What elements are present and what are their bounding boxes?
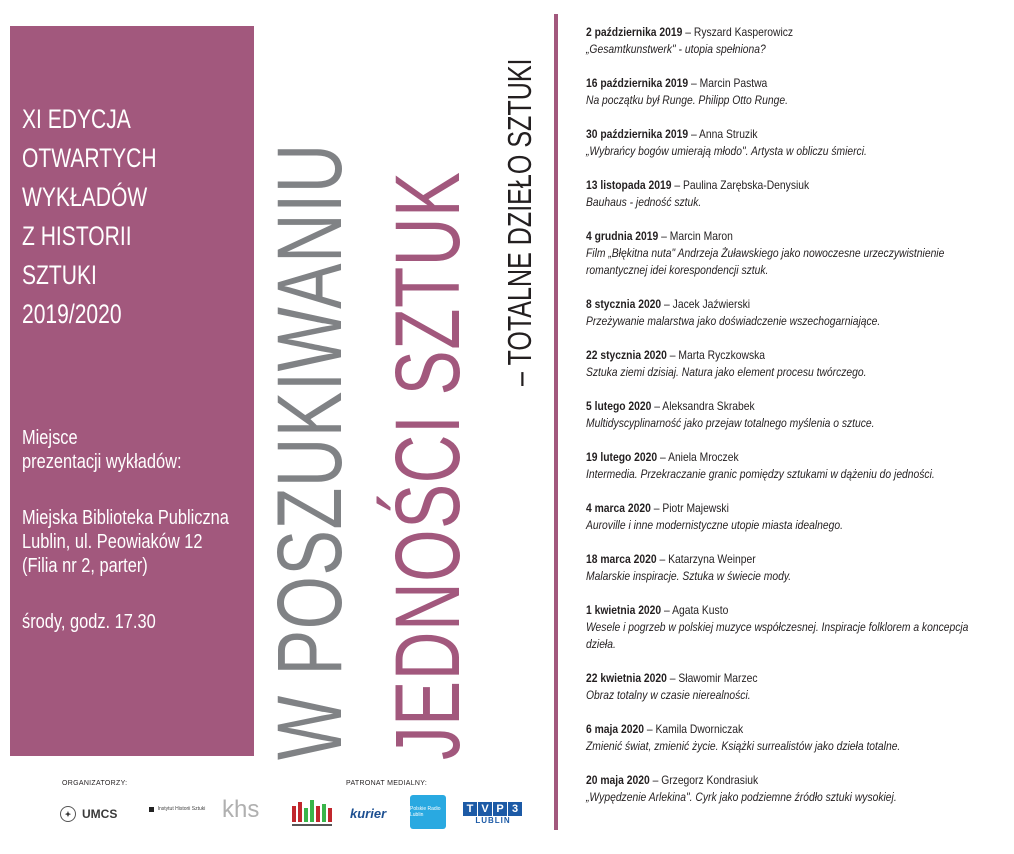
lecture-header <box>586 602 947 619</box>
address-line: (Filia nr 2, parter) <box>22 555 148 577</box>
edition-title <box>22 100 194 334</box>
lecture-header <box>586 398 947 415</box>
lecture-date: 4 grudnia 2019 <box>586 229 659 243</box>
lecture-header <box>586 449 947 466</box>
edition-line: XI EDYCJA <box>22 104 131 134</box>
lecture-date: 6 maja 2020 <box>586 722 644 736</box>
lecture-title: Multidyscyplinarność jako przejaw totalnego myślenia o sztuce. <box>586 416 875 430</box>
lecture-date: 22 stycznia 2020 <box>586 348 667 362</box>
polskie-radio-logo: Polskie Radio Lublin <box>410 795 446 829</box>
lecture-dash: – <box>669 671 676 685</box>
lecture-speaker: Kamila Dworniczak <box>655 722 744 736</box>
lecture-speaker: Marcin Maron <box>669 229 733 243</box>
lecture-item <box>586 670 1006 704</box>
lecture-item <box>586 551 1006 585</box>
institute-logo-text: Instytut Historii Sztuki <box>157 806 206 812</box>
lecture-title: „Wybrańcy bogów umierają młodo". Artysta w obliczu śmierci. <box>586 144 867 158</box>
lecture-speaker: Katarzyna Weinper <box>668 552 756 566</box>
edition-line: WYKŁADÓW <box>22 182 148 212</box>
lecture-speaker: Marta Ryczkowska <box>678 348 766 362</box>
khs-logo: khs <box>222 796 260 823</box>
lecture-date: 4 marca 2020 <box>586 501 651 515</box>
venue-address <box>22 506 229 578</box>
lecture-item <box>586 228 1006 279</box>
institute-square-icon <box>149 807 154 812</box>
lecture-speaker: Piotr Majewski <box>662 501 729 515</box>
lecture-dash: – <box>652 773 659 787</box>
venue-label-line: prezentacji wykładów: <box>22 451 182 473</box>
subtitle: – TOTALNE DZIEŁO SZTUKI <box>501 58 538 387</box>
lecture-dash: – <box>669 348 676 362</box>
lecture-header <box>586 296 947 313</box>
lecture-dash: – <box>685 25 692 39</box>
mbp-logo-icon <box>290 796 336 828</box>
lecture-item <box>586 602 1006 653</box>
main-title-line2: JEDNOŚCI SZTUK <box>377 171 479 760</box>
lecture-date: 18 marca 2020 <box>586 552 657 566</box>
lecture-header <box>586 75 947 92</box>
kurier-logo: kurier <box>350 806 387 821</box>
lecture-title: „Wypędzenie Arlekina". Cyrk jako podziemne źródło sztuki wysokiej. <box>586 790 897 804</box>
lecture-header <box>586 500 947 517</box>
lecture-speaker: Agata Kusto <box>672 603 729 617</box>
lecture-title: Zmienić świat, zmienić życie. Książki surrealistów jako dzieła totalne. <box>586 739 901 753</box>
lecture-date: 13 listopada 2019 <box>586 178 672 192</box>
lecture-title: Wesele i pogrzeb w polskiej muzyce współczesnej. Inspiracje folklorem a koncepcja dzieła. <box>586 620 969 651</box>
lecture-dash: – <box>674 178 681 192</box>
lecture-speaker: Aleksandra Skrabek <box>662 399 755 413</box>
lecture-item <box>586 772 1006 806</box>
lecture-date: 1 kwietnia 2020 <box>586 603 662 617</box>
address-line: Lublin, ul. Peowiaków 12 <box>22 531 203 553</box>
lecture-dash: – <box>653 501 660 515</box>
lecture-dash: – <box>661 229 667 243</box>
lecture-speaker: Sławomir Marzec <box>678 671 758 685</box>
lecture-item <box>586 75 1006 109</box>
umcs-logo <box>60 806 117 822</box>
venue-label-line: Miejsce <box>22 427 78 449</box>
lecture-item <box>586 126 1006 160</box>
lecture-speaker: Paulina Zarębska-Denysiuk <box>682 178 810 192</box>
lecture-header <box>586 551 947 568</box>
lecture-header <box>586 772 947 789</box>
lecture-title: Malarskie inspiracje. Sztuka w świecie mody. <box>586 569 792 583</box>
edition-line: SZTUKI <box>22 260 97 290</box>
lecture-dash: – <box>664 297 670 311</box>
lecture-header <box>586 670 947 687</box>
lecture-date: 30 października 2019 <box>586 127 689 141</box>
edition-line: Z HISTORII <box>22 221 132 251</box>
lecture-list <box>586 24 1006 823</box>
lecture-title: Sztuka ziemi dzisiaj. Natura jako element procesu twórczego. <box>586 365 867 379</box>
lecture-date: 22 kwietnia 2020 <box>586 671 667 685</box>
lecture-dash: – <box>664 603 670 617</box>
lecture-title: Bauhaus - jedność sztuk. <box>586 195 702 209</box>
lecture-header <box>586 721 947 738</box>
lecture-speaker: Aniela Mroczek <box>668 450 739 464</box>
umcs-logo-text: UMCS <box>82 807 118 821</box>
tvp3-logo <box>466 798 520 828</box>
lecture-dash: – <box>646 722 653 736</box>
divider-line <box>554 14 558 830</box>
lecture-hours: środy, godz. 17.30 <box>22 611 156 633</box>
lecture-title: Przeżywanie malarstwa jako doświadczenie wszechogarniające. <box>586 314 881 328</box>
institute-logo <box>140 806 214 812</box>
tvp-letter: V <box>478 802 492 816</box>
main-title-line1: W POSZUKIWANIU <box>259 143 361 760</box>
university-seal-icon: ✦ <box>60 806 76 822</box>
lecture-item <box>586 296 1006 330</box>
lecture-title: Obraz totalny w czasie nierealności. <box>586 688 751 702</box>
lecture-header <box>586 347 947 364</box>
lecture-speaker: Jacek Jaźwierski <box>672 297 751 311</box>
lecture-dash: – <box>660 450 666 464</box>
lecture-dash: – <box>690 127 697 141</box>
lecture-speaker: Ryszard Kasperowicz <box>693 25 794 39</box>
edition-line: OTWARTYCH <box>22 143 157 173</box>
tvp-letter: 3 <box>508 802 522 816</box>
mbp-logo <box>290 796 336 828</box>
lecture-item <box>586 347 1006 381</box>
lecture-item <box>586 177 1006 211</box>
lecture-speaker: Marcin Pastwa <box>699 76 768 90</box>
lecture-speaker: Anna Struzik <box>699 127 758 141</box>
lecture-item <box>586 449 1006 483</box>
lecture-title: Na początku był Runge. Philipp Otto Runge. <box>586 93 788 107</box>
lecture-header <box>586 24 947 41</box>
lecture-date: 16 października 2019 <box>586 76 689 90</box>
lecture-dash: – <box>659 552 666 566</box>
lecture-title: „Gesamtkunstwerk" - utopia spełniona? <box>586 42 766 56</box>
lecture-item <box>586 24 1006 58</box>
lecture-date: 5 lutego 2020 <box>586 399 652 413</box>
lecture-dash: – <box>654 399 661 413</box>
lecture-item <box>586 721 1006 755</box>
tvp-letter: P <box>493 802 507 816</box>
lecture-dash: – <box>690 76 697 90</box>
lecture-item <box>586 500 1006 534</box>
edition-line: 2019/2020 <box>22 299 122 329</box>
lecture-date: 2 października 2019 <box>586 25 683 39</box>
lecture-title: Auroville i inne modernistyczne utopie miasta idealnego. <box>586 518 844 532</box>
lecture-title: Film „Błękitna nuta" Andrzeja Żuławskiego jako nowoczesne urzeczywistnienie romantycznej idei korespondencji sztuk. <box>586 246 945 277</box>
tvp-city: LUBLIN <box>475 815 511 825</box>
lecture-header <box>586 177 947 194</box>
lecture-date: 19 lutego 2020 <box>586 450 658 464</box>
lecture-header <box>586 126 947 143</box>
lecture-speaker: Grzegorz Kondrasiuk <box>661 773 759 787</box>
lecture-title: Intermedia. Przekraczanie granic pomiędzy sztukami w dążeniu do jedności. <box>586 467 935 481</box>
lecture-date: 8 stycznia 2020 <box>586 297 662 311</box>
lecture-item <box>586 398 1006 432</box>
address-line: Miejska Biblioteka Publiczna <box>22 507 229 529</box>
tvp-letter: T <box>463 802 477 816</box>
lecture-date: 20 maja 2020 <box>586 773 650 787</box>
venue-label <box>22 426 182 474</box>
organizers-label: ORGANIZATORZY: <box>62 780 128 787</box>
lecture-header <box>586 228 947 245</box>
media-patrons-label: PATRONAT MEDIALNY: <box>346 780 428 787</box>
